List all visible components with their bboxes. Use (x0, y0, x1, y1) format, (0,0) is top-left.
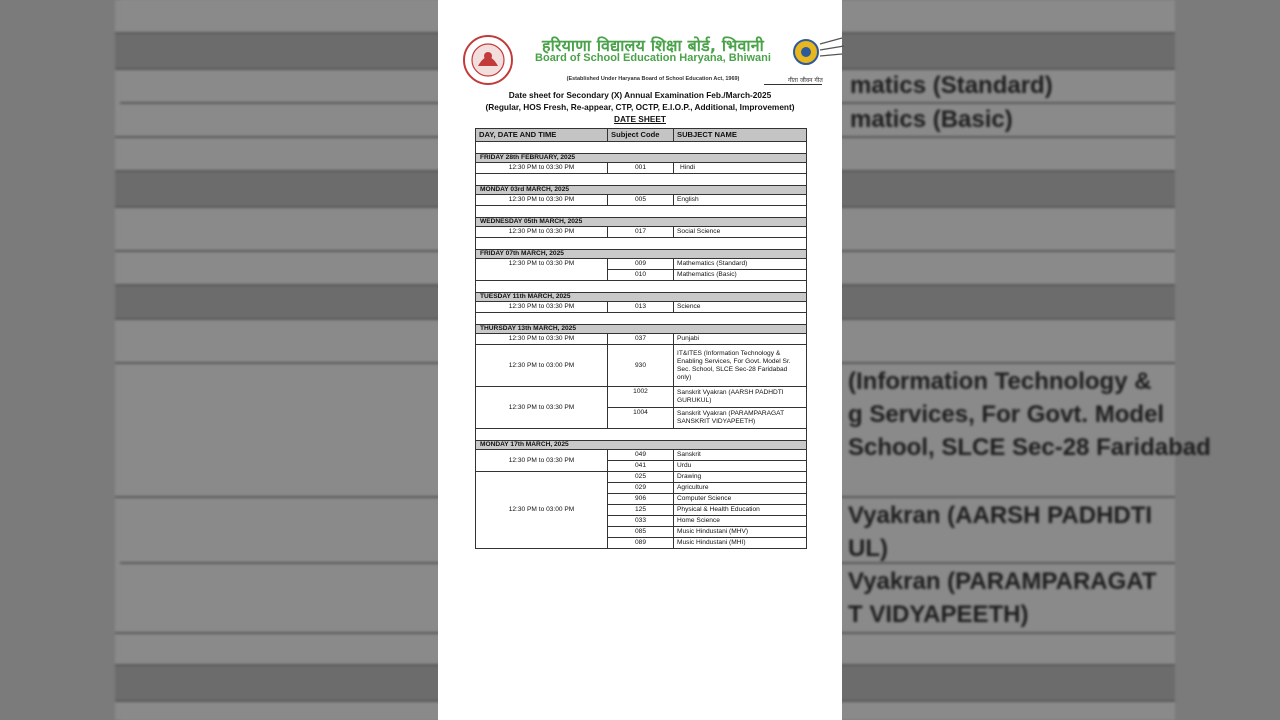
table-row: 085 Music Hindustani (MHV) (476, 527, 807, 538)
bg-subject-label: Vyakran (AARSH PADHDTI (848, 502, 1153, 529)
exam-title: Date sheet for Secondary (X) Annual Examination Feb./March-2025 (508, 90, 772, 100)
day-row: WEDNESDAY 05th MARCH, 2025 (476, 218, 807, 227)
table-row: 010 Mathematics (Basic) (476, 270, 807, 281)
date-sheet-heading: DATE SHEET (614, 114, 666, 124)
bg-subject-label: T VIDYAPEETH) (848, 601, 1029, 628)
table-row: 12:30 PM to 03:00 PM 930 IT&ITES (Information Technology & Enabling Services, For Govt. Model Sr. Sec. School, SLCE Sec-28 Faridabad only) (476, 345, 807, 387)
day-row: MONDAY 17th MARCH, 2025 (476, 441, 807, 450)
day-row: TUESDAY 11th MARCH, 2025 (476, 293, 807, 302)
bg-subject-label: Vyakran (PARAMPARAGAT (848, 568, 1157, 595)
table-row: 12:30 PM to 03:00 PM 025 Drawing (476, 472, 807, 483)
emblem-caption: गीता जीवन गीत (788, 77, 823, 84)
day-row: FRIDAY 07th MARCH, 2025 (476, 250, 807, 259)
bg-subject-label: School, SLCE Sec-28 Faridabad (848, 434, 1211, 461)
establishment-note: (Established Under Haryana Board of School Education Act, 1969) (566, 76, 740, 82)
exam-categories: (Regular, HOS Fresh, Re-appear, CTP, OCTP, E.I.O.P., Additional, Improvement) (485, 102, 795, 112)
table-row: 906 Computer Science (476, 494, 807, 505)
table-row: 12:30 PM to 03:30 PM 005 English (476, 195, 807, 206)
bg-subject-label: matics (Standard) (850, 72, 1053, 99)
table-row: 089 Music Hindustani (MHI) (476, 538, 807, 549)
column-header: SUBJECT NAME (674, 129, 807, 142)
bg-subject-label: UL) (848, 535, 888, 562)
table-row: 125 Physical & Health Education (476, 505, 807, 516)
column-header: Subject Code (608, 129, 674, 142)
table-header-row (476, 129, 807, 142)
table-row: 12:30 PM to 03:30 PM 1002 Sanskrit Vyakran (AARSH PADHDTI GURUKUL) (476, 387, 807, 408)
column-header: DAY, DATE AND TIME (476, 129, 608, 142)
board-hindi-title: हरियाणा विद्यालय शिक्षा बोर्ड, भिवानी (541, 36, 764, 55)
table-row: 029 Agriculture (476, 483, 807, 494)
date-sheet-page (438, 0, 842, 720)
table-row: 12:30 PM to 03:30 PM 009 Mathematics (Standard) (476, 259, 807, 270)
day-row: FRIDAY 28th FEBRUARY, 2025 (476, 154, 807, 163)
board-seal-logo (458, 34, 518, 86)
gita-emblem-logo (786, 34, 846, 86)
table-row: 12:30 PM to 03:30 PM 017 Social Science (476, 227, 807, 238)
table-row: 12:30 PM to 03:30 PM 013 Science (476, 302, 807, 313)
table-row: 1004 Sanskrit Vyakran (PARAMPARAGAT SANSKRIT VIDYAPEETH) (476, 408, 807, 429)
date-sheet-table (475, 128, 807, 549)
divider (764, 84, 822, 85)
bg-subject-label: g Services, For Govt. Model (848, 401, 1165, 428)
day-row: MONDAY 03rd MARCH, 2025 (476, 186, 807, 195)
document-titles (458, 89, 822, 125)
table-row: 12:30 PM to 03:30 PM 037 Punjabi (476, 334, 807, 345)
bg-subject-label: matics (Basic) (850, 106, 1013, 133)
table-row: 041 Urdu (476, 461, 807, 472)
day-row: THURSDAY 13th MARCH, 2025 (476, 325, 807, 334)
board-english-title: Board of School Education Haryana, Bhiwani (535, 52, 771, 64)
table-row: 12:30 PM to 03:30 PM 001 Hindi (476, 163, 807, 174)
blurred-background-right (840, 0, 1280, 720)
bg-subject-label: (Information Technology & (848, 368, 1152, 395)
letterhead (458, 34, 822, 86)
table-row: 12:30 PM to 03:30 PM 049 Sanskrit (476, 450, 807, 461)
table-row: 033 Home Science (476, 516, 807, 527)
